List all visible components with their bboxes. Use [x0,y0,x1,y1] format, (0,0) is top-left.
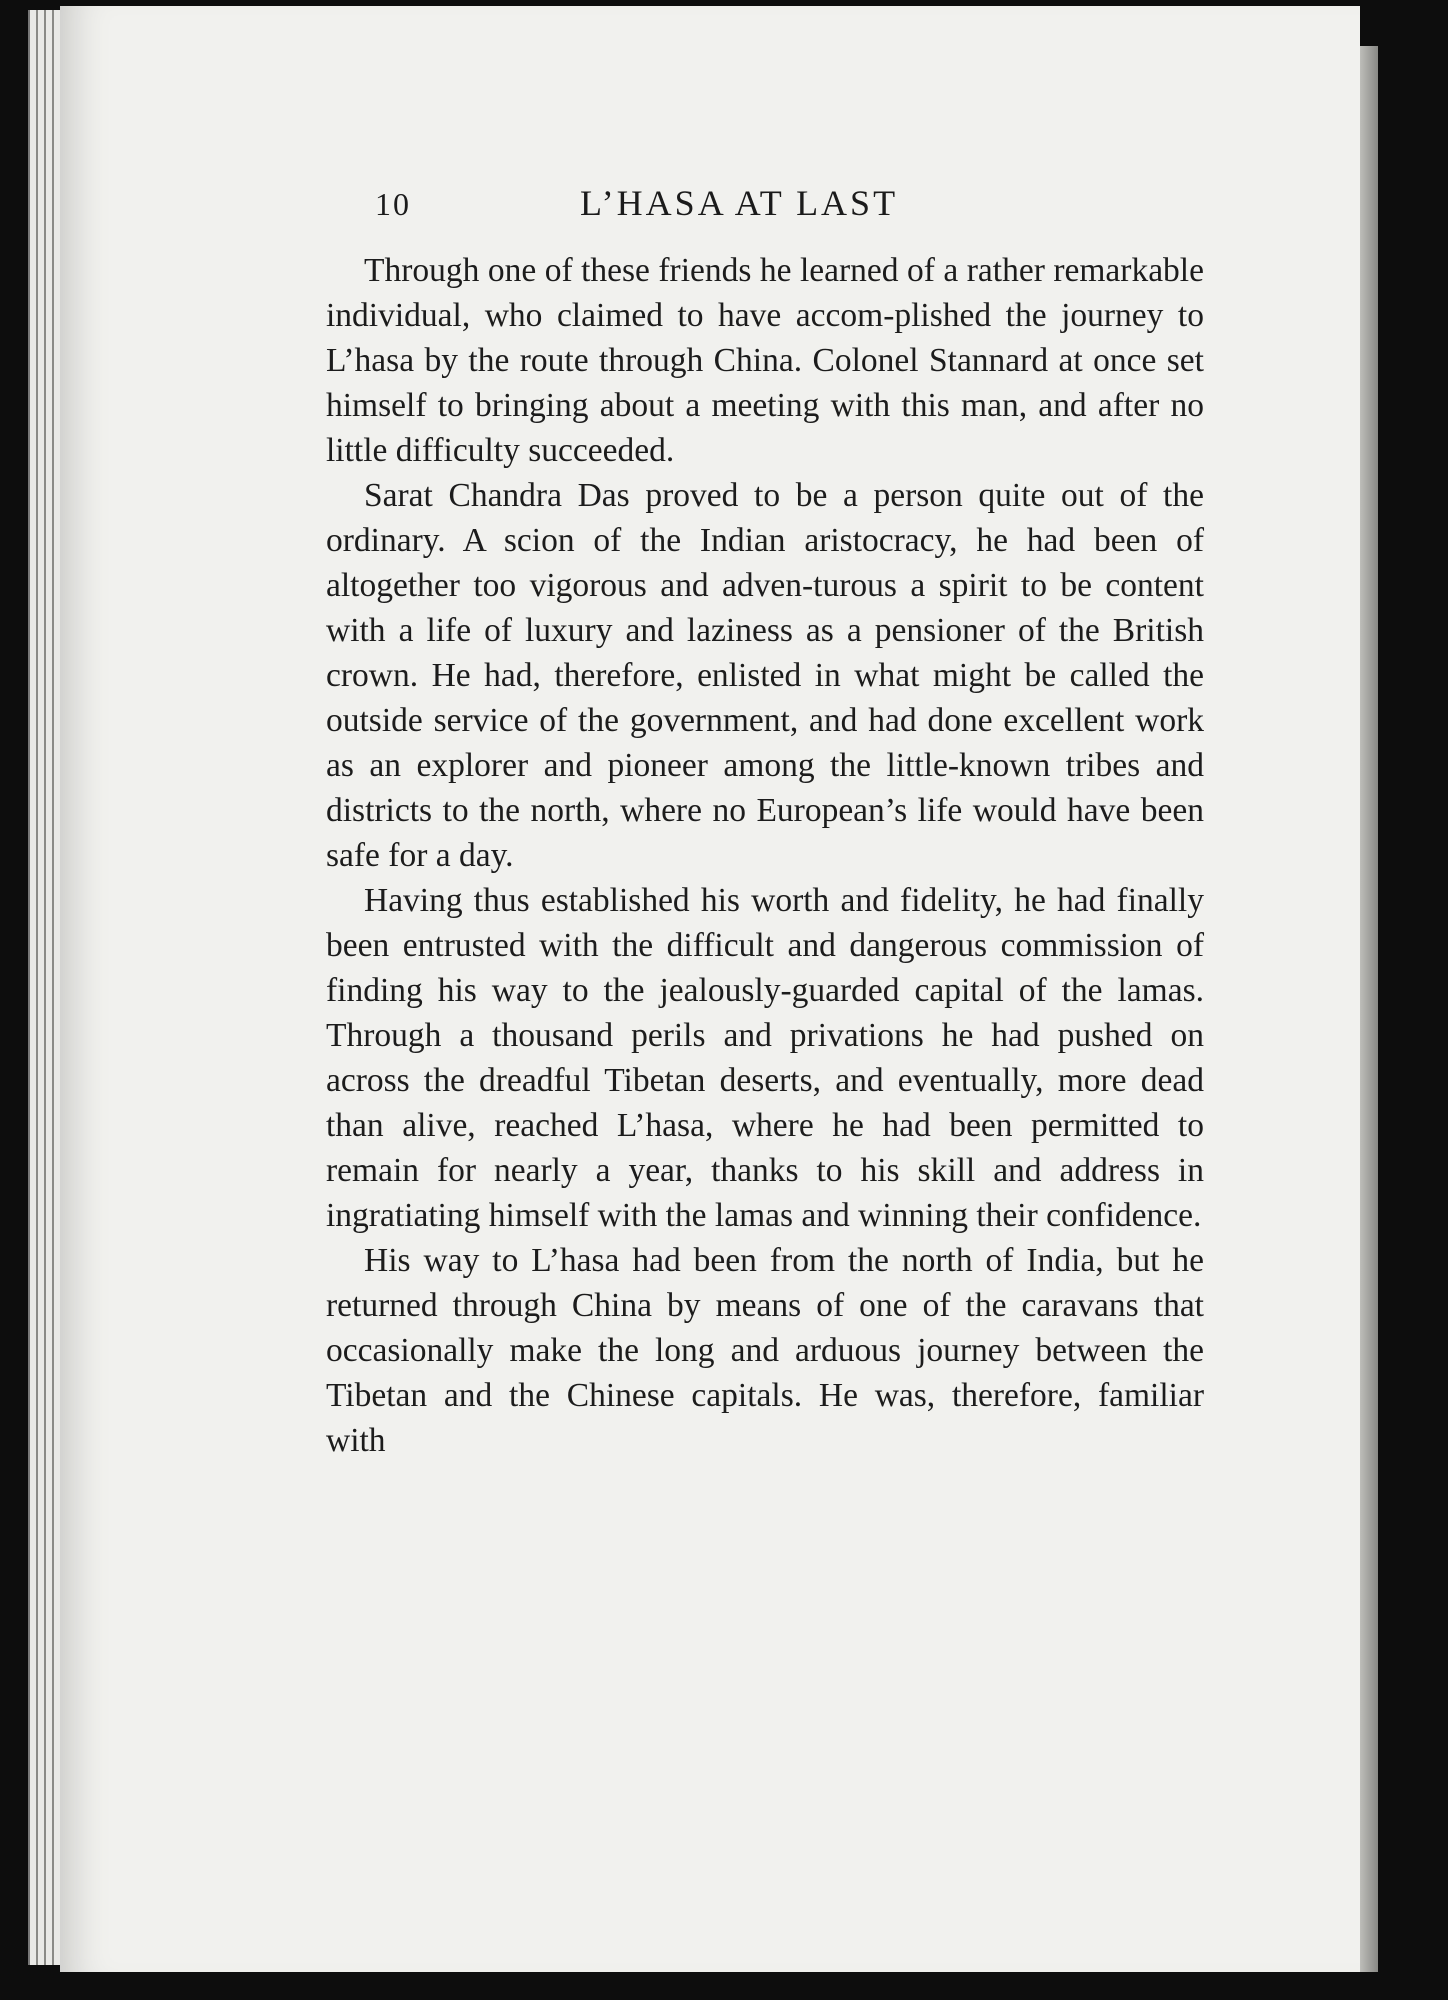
page-number: 10 [375,186,411,222]
paragraph: Sarat Chandra Das proved to be a person quite out of the ordinary. A scion of the Indian aristocracy, he had been of altogether too vigorous and adven-turous a spirit to be content with a life of luxury and laziness as a pensioner of the British crown. He had, therefore, enlisted in what might be called the outside service of the government, and had done excellent work as an explorer and pioneer among the little-known tribes and districts to the north, where no European’s life would have been safe for a day. [326,477,1204,874]
page-header [375,182,1195,242]
paragraph: His way to L’hasa had been from the north of India, but he returned through China by means of one of the caravans that occasionally make the long and arduous journey between the Tibetan and the Chinese capitals. He was, therefore, familiar with [326,1242,1204,1459]
page-edge-line [36,10,38,1965]
scan-background-right [1378,0,1448,2000]
page-edge-line [44,10,46,1965]
paragraph: Through one of these friends he learned of a rather remarkable individual, who claimed to have accom-plished the journey to L’hasa by the route through China. Colonel Stannard at once set himself to bringing about a meeting with this man, and after no little difficulty succeeded. [326,252,1204,469]
scan-background-bottom [0,1972,1448,2000]
running-title: L’HASA AT LAST [580,183,899,223]
body-text [326,248,1204,1463]
page-edge-line [52,10,54,1965]
paragraph: Having thus established his worth and fidelity, he had finally been entrusted with the difficult and dangerous commission of finding his way to the jealously-guarded capital of the lamas. Through a thousand perils and privations he had pushed on across the dreadful Tibetan deserts, and eventually, more dead than alive, reached L’hasa, where he had been permitted to remain for nearly a year, thanks to his skill and address in ingratiating himself with the lamas and winning their confidence. [326,882,1204,1234]
